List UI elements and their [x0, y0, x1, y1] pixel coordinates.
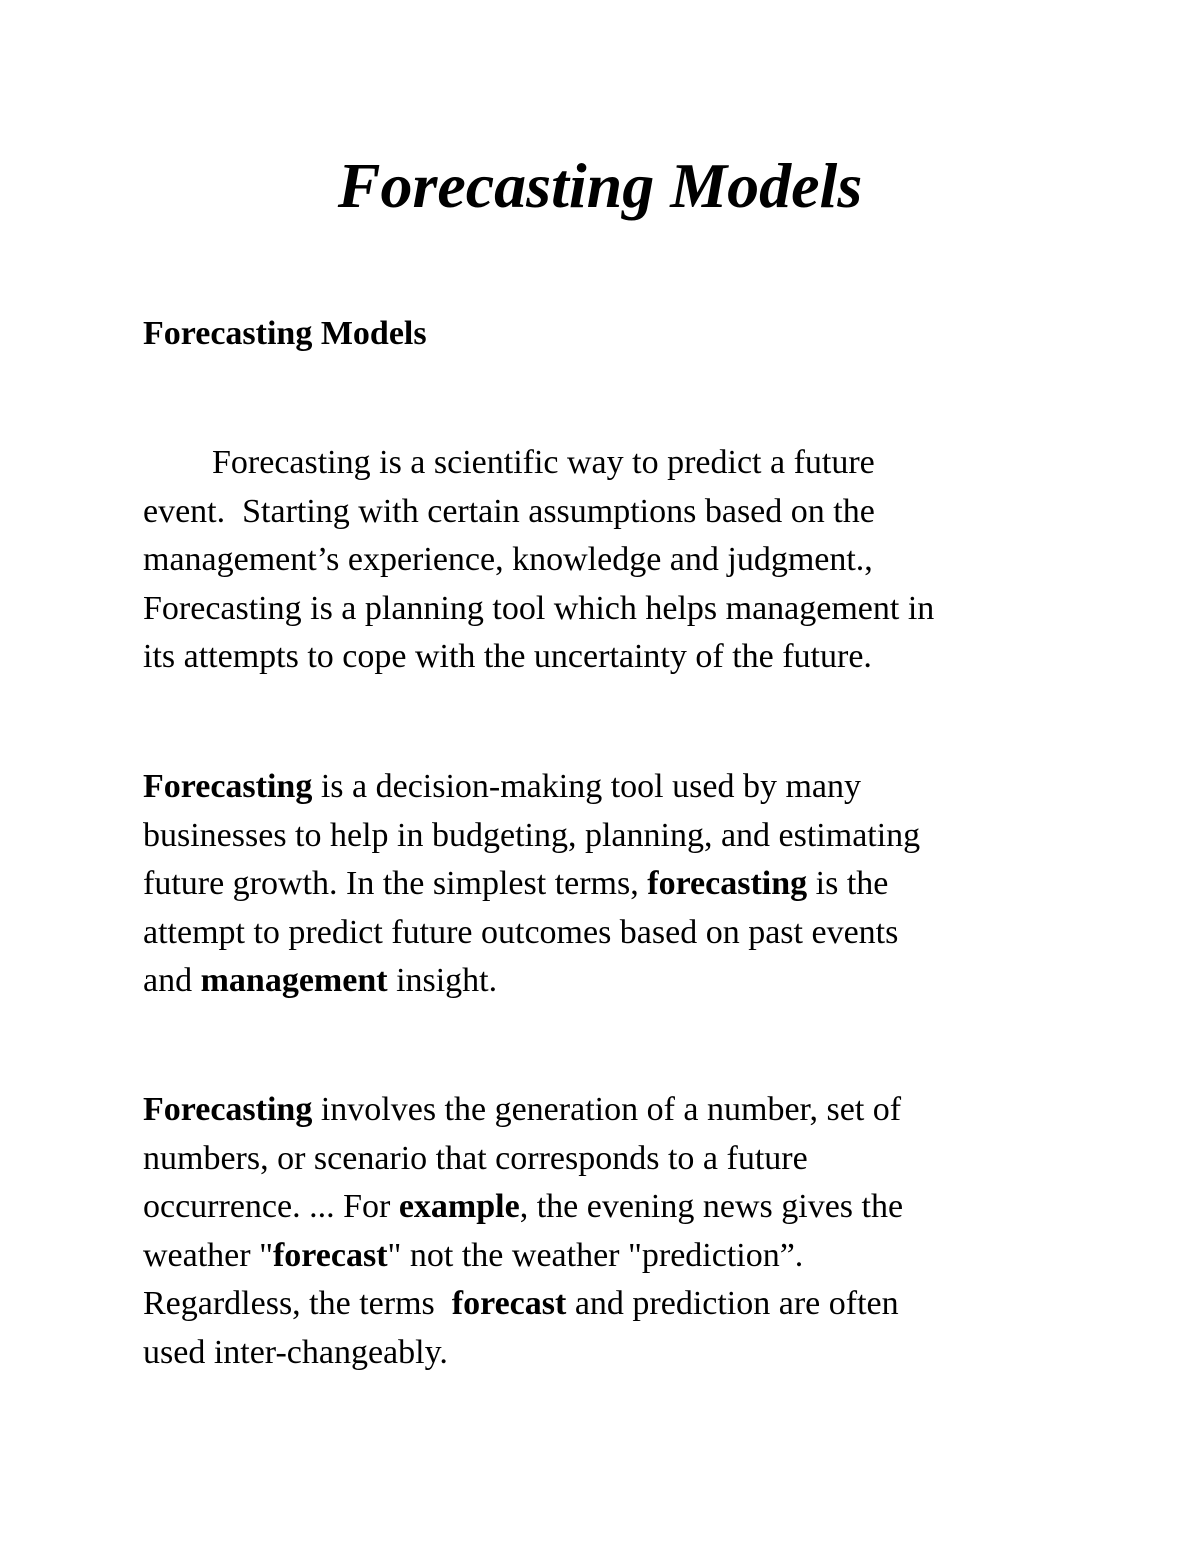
paragraph-line: its attempts to cope with the uncertainty of the future. — [143, 638, 872, 676]
paragraph-intro — [143, 439, 1083, 682]
paragraph-line — [143, 763, 1083, 812]
paragraph-line: event. Starting with certain assumptions based on the — [143, 492, 875, 530]
bold-term: example — [398, 1188, 520, 1226]
paragraph-text: insight. — [387, 962, 498, 1000]
paragraph-line — [143, 1280, 1083, 1329]
section-heading: Forecasting Models — [143, 315, 427, 352]
paragraph-generation — [143, 1086, 1083, 1378]
paragraph-text: , the evening news gives the — [519, 1188, 904, 1226]
bold-term: Forecasting — [143, 1091, 313, 1128]
paragraph-decision-tool — [143, 763, 1083, 1006]
paragraph-line: attempt to predict future outcomes based on past events — [143, 913, 899, 951]
paragraph-text: future growth. In the simplest terms, — [143, 865, 648, 903]
paragraph-line — [143, 1232, 1083, 1281]
paragraph-text: involves the generation of a number, set of — [312, 1091, 902, 1128]
paragraph-text: is the — [807, 865, 889, 903]
paragraph-line — [143, 1183, 1083, 1232]
paragraph-text: occurrence. ... For — [143, 1188, 399, 1226]
paragraph-line: numbers, or scenario that corresponds to a future — [143, 1139, 808, 1177]
paragraph-text: is a decision-making tool used by many — [312, 768, 861, 805]
paragraph-text: and — [143, 962, 201, 1000]
paragraph-text: Regardless, the terms — [143, 1285, 452, 1323]
paragraph-text: " not the weather "prediction”. — [387, 1236, 804, 1274]
paragraph-line — [143, 860, 1083, 909]
document-title: Forecasting Models — [337, 150, 863, 221]
paragraph-line — [143, 1086, 1083, 1135]
paragraph-text: Forecasting is a scientific way to predict a future — [212, 444, 875, 481]
bold-term: forecasting — [647, 865, 808, 903]
paragraph-line: used inter-changeably. — [143, 1333, 448, 1371]
bold-term: management — [200, 962, 388, 1000]
paragraph-line — [143, 957, 1083, 1006]
bold-term: Forecasting — [143, 768, 313, 805]
paragraph-text: and prediction are often — [566, 1285, 899, 1323]
bold-term: forecast — [451, 1285, 567, 1323]
paragraph-line — [143, 439, 1083, 488]
paragraph-text: weather " — [143, 1236, 273, 1274]
bold-term: forecast — [272, 1236, 388, 1274]
paragraph-line: Forecasting is a planning tool which helps management in — [143, 589, 935, 627]
paragraph-line: businesses to help in budgeting, planning, and estimating — [143, 816, 921, 854]
paragraph-line: management’s experience, knowledge and judgment., — [143, 541, 873, 579]
